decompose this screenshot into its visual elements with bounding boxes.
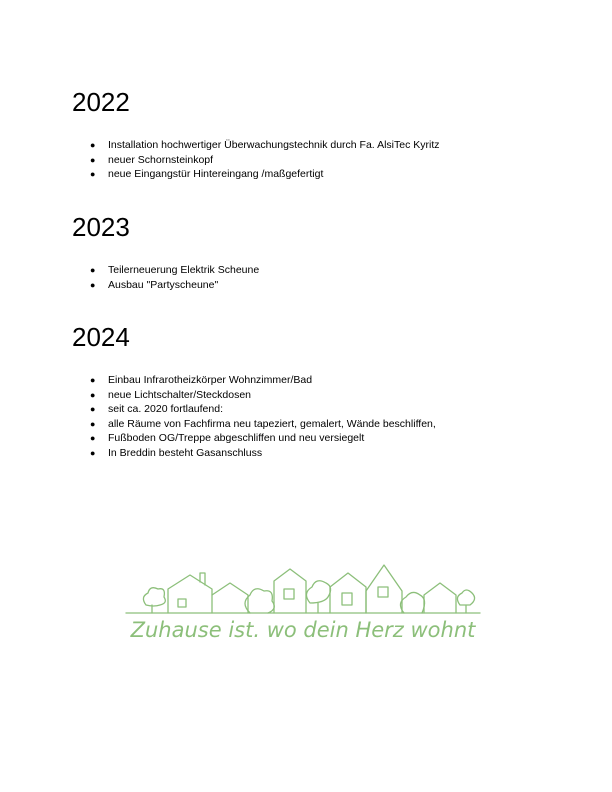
item-list [90, 138, 550, 182]
list-item-text: Fußboden OG/Treppe abgeschliffen und neu versiegelt [108, 432, 365, 444]
bullet-icon: ● [90, 265, 96, 275]
list-item-text: seit ca. 2020 fortlaufend: [108, 403, 223, 415]
logo-slogan: Zuhause ist. wo dein Herz wohnt [130, 618, 476, 642]
list-item [90, 138, 550, 153]
list-item-text: alle Räume von Fachfirma neu tapeziert, gemalert, Wände beschliffen, [108, 417, 436, 430]
list-item [90, 388, 550, 403]
bullet-icon: ● [90, 433, 96, 443]
list-item [90, 278, 550, 293]
list-item-text: Installation hochwertiger Überwachungstechnik durch Fa. AlsiTec Kyritz [108, 139, 440, 151]
item-list [90, 373, 550, 460]
house-skyline-logo [118, 555, 488, 645]
list-item-text: Teilerneuerung Elektrik Scheune [108, 264, 260, 276]
section-2024 [72, 322, 552, 459]
list-item [90, 431, 550, 446]
list-item [90, 402, 550, 417]
year-heading: 2022 [72, 87, 130, 117]
bullet-icon: ● [90, 375, 96, 385]
item-list [90, 263, 550, 292]
bullet-icon: ● [90, 169, 96, 179]
list-item [90, 263, 550, 278]
year-heading: 2024 [72, 322, 130, 352]
list-item [90, 417, 550, 432]
bullet-icon: ● [90, 404, 96, 414]
list-item-text: neue Eingangstür Hintereingang /maßgefertigt [108, 168, 324, 180]
list-item-text: In Breddin besteht Gasanschluss [108, 446, 263, 459]
bullet-icon: ● [90, 140, 96, 150]
bullet-icon: ● [90, 279, 96, 290]
list-item [90, 446, 550, 461]
bullet-icon: ● [90, 389, 96, 400]
list-item [90, 167, 550, 182]
year-heading: 2023 [72, 212, 130, 242]
list-item-text: Einbau Infrarotheizkörper Wohnzimmer/Bad [108, 374, 313, 386]
list-item-text: neue Lichtschalter/Steckdosen [108, 388, 252, 401]
list-item-text: neuer Schornsteinkopf [108, 153, 214, 166]
section-2022 [72, 87, 552, 180]
list-item-text: Ausbau "Partyscheune" [108, 278, 219, 291]
list-item [90, 153, 550, 168]
bullet-icon: ● [90, 154, 96, 165]
bullet-icon: ● [90, 447, 96, 458]
bullet-icon: ● [90, 418, 96, 429]
section-2023 [72, 212, 552, 291]
list-item [90, 373, 550, 388]
